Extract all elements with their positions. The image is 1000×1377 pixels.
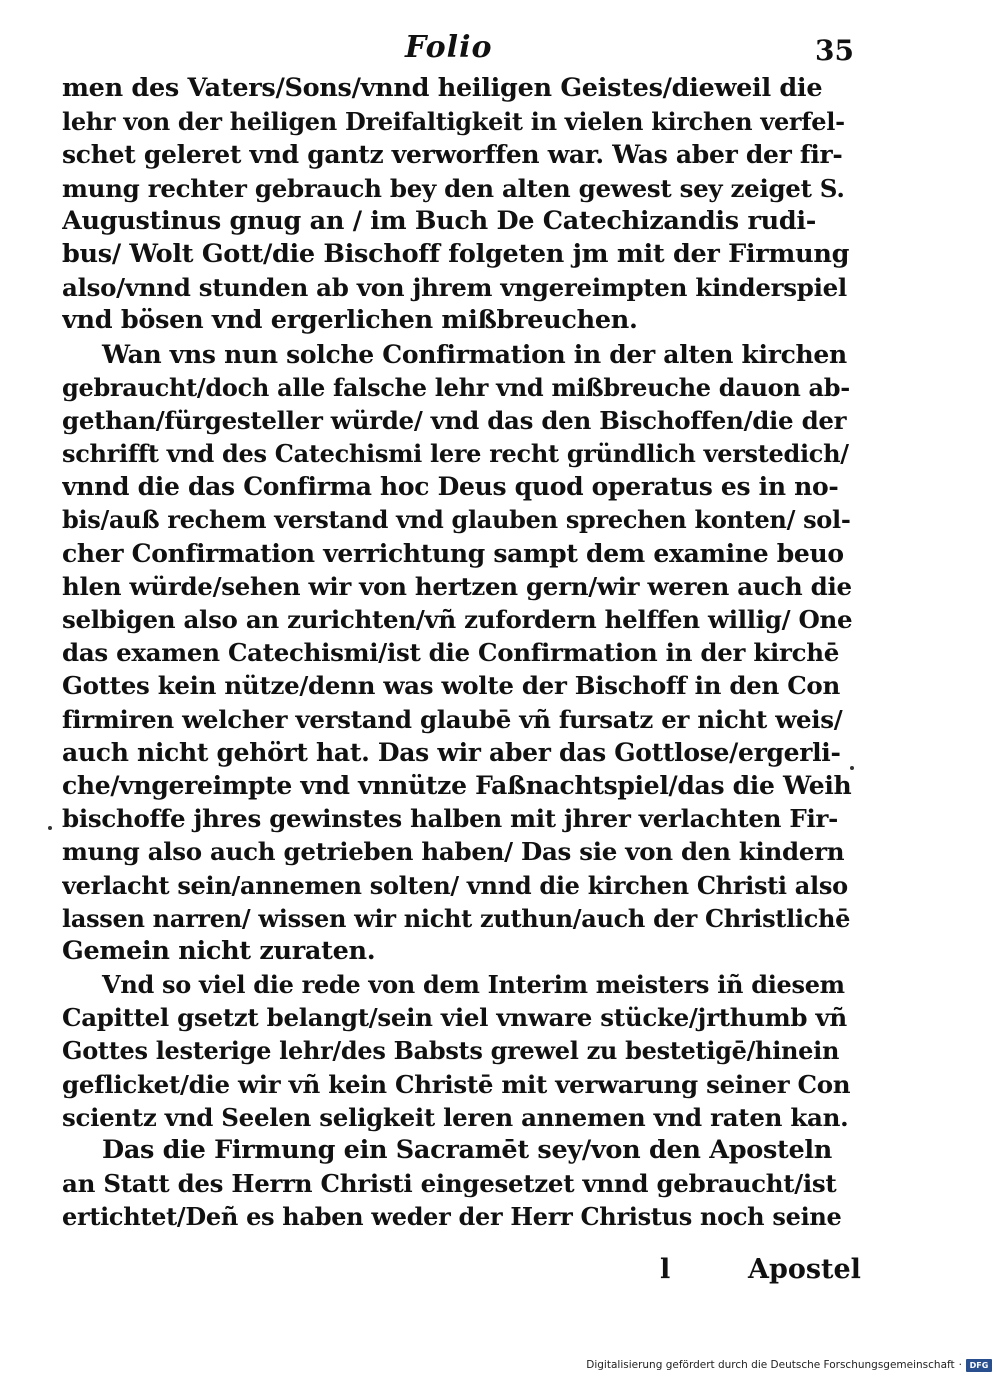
- text-line: gebraucht/doch alle falsche lehr vnd mißbreuche dauon ab-: [62, 372, 850, 402]
- text-line: verlacht sein/annemen solten/ vnnd die kirchen Christi also: [62, 870, 848, 900]
- text-line: bis/auß rechem verstand vnd glauben sprechen konten/ sol-: [62, 505, 851, 535]
- text-line: mung rechter gebrauch bey den alten gewest sey zeiget S.: [62, 173, 845, 203]
- text-line: lassen narren/ wissen wir nicht zuthun/auch der Christlichē: [62, 903, 851, 933]
- text-line: Das die Firmung ein Sacramēt sey/von den Aposteln: [102, 1135, 833, 1165]
- text-line: Augustinus gnug an / im Buch De Catechizandis rudi-: [62, 205, 817, 236]
- folio-number: 35: [815, 34, 854, 67]
- page-header: [0, 30, 1000, 70]
- text-line: vnnd die das Confirma hoc Deus quod operatus es in no-: [62, 472, 839, 502]
- catchword: Apostel: [748, 1254, 861, 1285]
- page-foot: [0, 1254, 1000, 1290]
- text-line: das examen Catechismi/ist die Confirmation in der kirchē: [62, 638, 840, 668]
- text-line: schrifft vnd des Catechismi lere recht gründlich verstedich/: [62, 439, 849, 469]
- text-line: ertichtet/Deñ es haben weder der Herr Christus noch seine: [62, 1202, 842, 1232]
- dfg-logo-icon: DFG: [966, 1359, 992, 1372]
- margin-speck: [48, 826, 52, 830]
- text-line: vnd bösen vnd ergerlichen mißbreuchen.: [62, 305, 638, 336]
- text-line: Vnd so viel die rede von dem Interim meisters iñ diesem: [102, 970, 845, 1000]
- text-line: cher Confirmation verrichtung sampt dem examine beuo: [62, 538, 844, 568]
- digitization-credit: Digitalisierung gefördert durch die Deutsche Forschungsgemeinschaft · DFG: [586, 1357, 992, 1373]
- text-line: Wan vns nun solche Confirmation in der alten kirchen: [102, 339, 847, 369]
- text-line: Capittel gsetzt belangt/sein viel vnware stücke/jrthumb vñ: [62, 1003, 847, 1033]
- text-line: gethan/fürgesteller würde/ vnd das den Bischoffen/die der: [62, 405, 847, 435]
- text-line: che/vngereimpte vnd vnnütze Faßnachtspiel/das die Weih: [62, 770, 852, 800]
- margin-speck: [850, 766, 854, 770]
- text-line: bus/ Wolt Gott/die Bischoff folgeten jm mit der Firmung: [62, 238, 850, 269]
- signature-mark: l: [660, 1254, 671, 1285]
- text-line: geflicket/die wir vñ kein Christē mit verwarung seiner Con: [62, 1069, 851, 1099]
- text-line: lehr von der heiligen Dreifaltigkeit in vielen kirchen verfel-: [62, 107, 845, 137]
- text-line: mung also auch getrieben haben/ Das sie von den kindern: [62, 837, 845, 867]
- body-text: [62, 72, 852, 1234]
- running-title: Folio: [405, 30, 493, 65]
- credit-text: Digitalisierung gefördert durch die Deutsche Forschungsgemeinschaft: [586, 1359, 955, 1371]
- text-line: men des Vaters/Sons/vnnd heiligen Geistes/dieweil die: [62, 73, 823, 103]
- text-line: auch nicht gehört hat. Das wir aber das Gottlose/ergerli-: [62, 737, 841, 767]
- text-line: firmiren welcher verstand glaubē vñ fursatz er nicht weis/: [62, 704, 843, 734]
- text-line: scientz vnd Seelen seligkeit leren annemen vnd raten kan.: [62, 1102, 849, 1132]
- text-line: bischoffe jhres gewinstes halben mit jhrer verlachten Fir-: [62, 804, 838, 834]
- text-line: Gottes kein nütze/denn was wolte der Bischoff in den Con: [62, 671, 840, 701]
- text-line: Gottes lesterige lehr/des Babsts grewel zu bestetigē/hinein: [62, 1036, 840, 1066]
- text-line: Gemein nicht zuraten.: [62, 935, 376, 966]
- text-line: hlen würde/sehen wir von hertzen gern/wir weren auch die: [62, 571, 852, 601]
- text-line: schet geleret vnd gantz verworffen war. Was aber der fir-: [62, 140, 843, 170]
- text-line: selbigen also an zurichten/vñ zufordern helffen willig/ One: [62, 605, 852, 634]
- text-line: also/vnnd stunden ab von jhrem vngereimpten kinderspiel: [62, 273, 847, 303]
- text-line: an Statt des Herrn Christi eingesetzet vnnd gebraucht/ist: [62, 1169, 837, 1199]
